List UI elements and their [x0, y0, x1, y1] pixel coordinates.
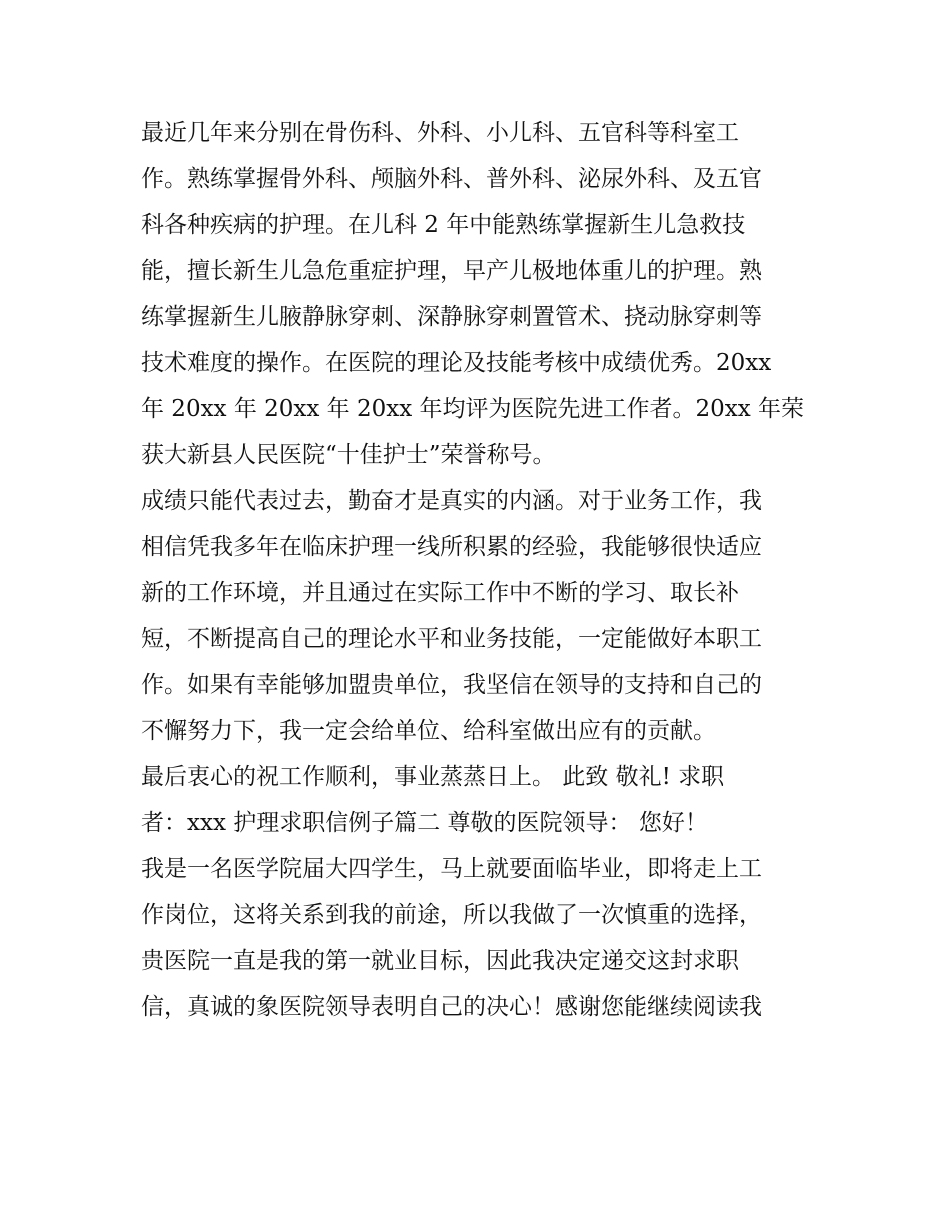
text-line: 技术难度的操作。在医院的理论及技能考核中成绩优秀。20xx: [141, 350, 772, 376]
text-line: 贵医院一直是我的第一就业目标，因此我决定递交这封求职: [141, 948, 739, 974]
text-line: 我是一名医学院届大四学生，马上就要面临毕业，即将走上工: [141, 856, 762, 882]
text-line: 作。如果有幸能够加盟贵单位，我坚信在领导的支持和自己的: [141, 672, 762, 698]
text-line: 者：xxx 护理求职信例子篇二 尊敬的医院领导： 您好！: [141, 810, 708, 836]
text-line: 成绩只能代表过去，勤奋才是真实的内涵。对于业务工作，我: [141, 488, 762, 514]
text-line: 练掌握新生儿腋静脉穿刺、深静脉穿刺置管术、挠动脉穿刺等: [141, 304, 762, 330]
paragraph-second-letter: [141, 846, 821, 1030]
paragraph-closing: [141, 754, 821, 846]
text-line: 新的工作环境，并且通过在实际工作中不断的学习、取长补: [141, 580, 739, 606]
text-line: 信，真诚的象医院领导表明自己的决心！感谢您能继续阅读我: [141, 994, 762, 1020]
text-line: 科各种疾病的护理。在儿科 2 年中能熟练掌握新生儿急救技: [141, 212, 746, 238]
text-line: 作岗位，这将关系到我的前途，所以我做了一次慎重的选择，: [141, 902, 762, 928]
text-line: 最后衷心的祝工作顺利，事业蒸蒸日上。 此致 敬礼! 求职: [141, 764, 725, 790]
paragraph-experience: [141, 110, 821, 478]
text-line: 年 20xx 年 20xx 年 20xx 年均评为医院先进工作者。20xx 年荣: [141, 396, 805, 422]
text-line: 能，擅长新生儿急危重症护理，早产儿极地体重儿的护理。熟: [141, 258, 762, 284]
text-line: 不懈努力下，我一定会给单位、给科室做出应有的贡献。: [141, 718, 716, 744]
text-line: 短，不断提高自己的理论水平和业务技能，一定能做好本职工: [141, 626, 762, 652]
text-line: 最近几年来分别在骨伤科、外科、小儿科、五官科等科室工: [141, 120, 739, 146]
document-body: [141, 110, 821, 1030]
paragraph-commitment: [141, 478, 821, 754]
text-line: 获大新县人民医院“十佳护士”荣誉称号。: [141, 442, 556, 468]
text-line: 作。熟练掌握骨外科、颅脑外科、普外科、泌尿外科、及五官: [141, 166, 762, 192]
text-line: 相信凭我多年在临床护理一线所积累的经验，我能够很快适应: [141, 534, 762, 560]
